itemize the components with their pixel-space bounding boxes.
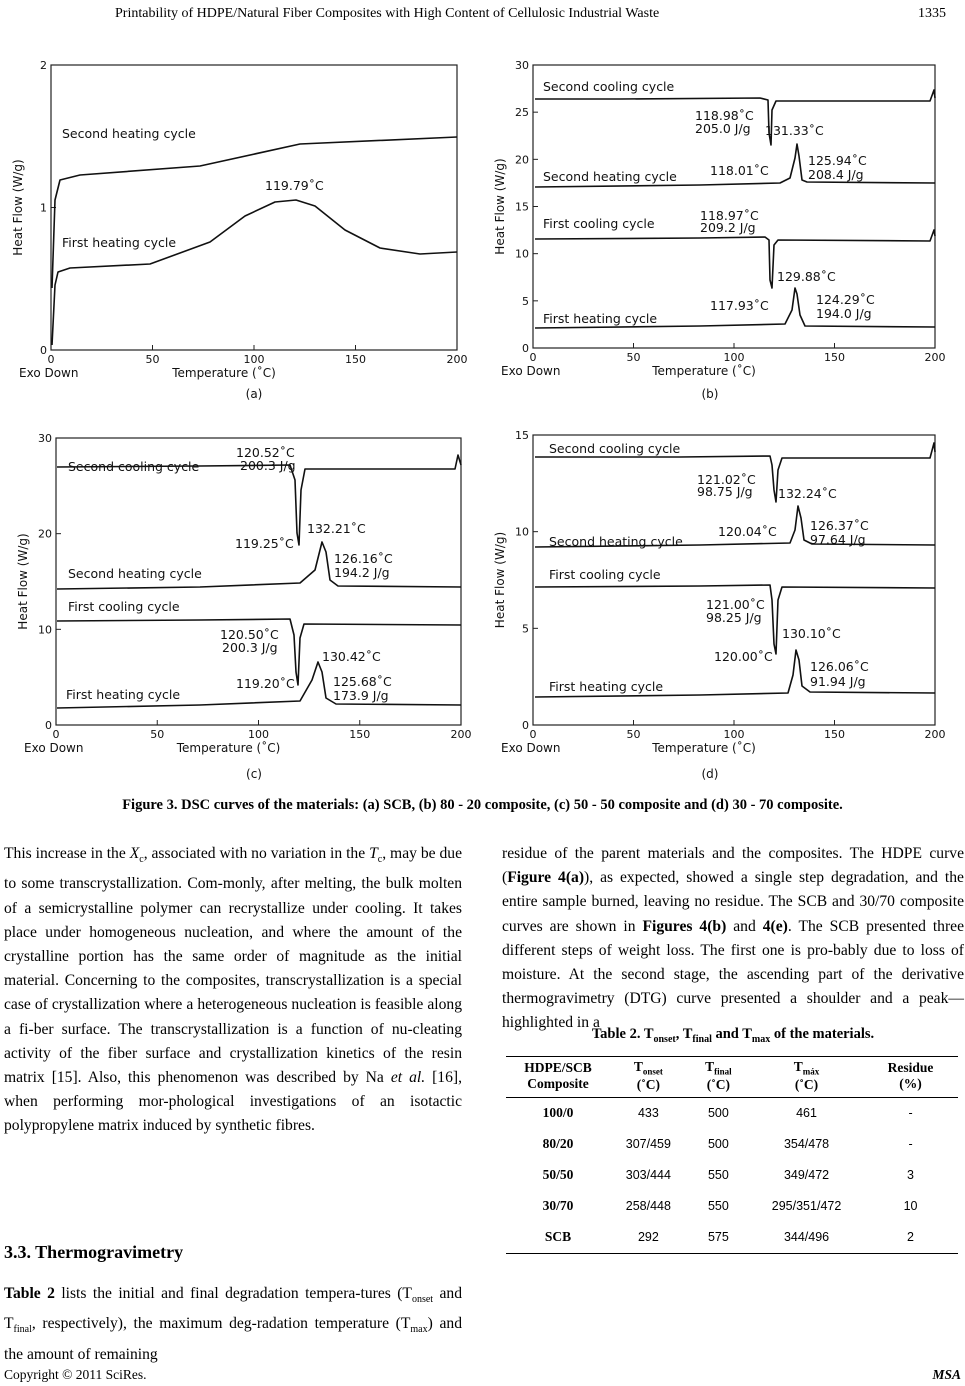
y-tick-label: 30 <box>515 59 529 72</box>
table-row <box>506 1222 958 1254</box>
table-cell: - <box>908 1137 913 1152</box>
peak-annotation: 124.29˚C <box>816 292 875 307</box>
y-tick-label: 30 <box>38 432 52 445</box>
x-tick-label: 100 <box>243 353 265 366</box>
table-cell: 354/478 <box>783 1137 830 1152</box>
series-label: First heating cycle <box>62 235 177 250</box>
table-cell: 500 <box>707 1137 729 1152</box>
exo-down-label: Exo Down <box>501 364 561 378</box>
panel-label: (c) <box>246 767 262 781</box>
paragraph: This increase in the $X_c$, associated with no variation in the $T_c$, may be due to some transcrystallization. Com-monly, after melting, the bulk molten of a semicrystalline polymer can recrystallize under cooling. It takes place under homogeneous nucleation, and where the amount of the crystalline portion has the same order of magnitude as the initial material. Concerning to the composites, transcrystallization is a special case of crystallization where a heterogeneous nucleation is feasible along a fi-ber surface. The transcrystallization is a function of nu-cleating activity of the fiber surface and crystallization kinetics of the resin matrix [15]. Also, this phenomenon was described by Na et al. [16], when performing mor-phological investigations of an isotactic polypropylene matrix induced by synthetic fibres. <box>4 845 462 1135</box>
table-cell: 344/496 <box>750 1222 863 1254</box>
series-label: Second cooling cycle <box>68 459 200 474</box>
x-tick-label: 200 <box>924 351 946 364</box>
figure-caption: Figure 3. DSC curves of the materials: (a) SCB, (b) 80 - 20 composite, (c) 50 - 50 composite and (d) 30 - 70 composite. <box>122 797 843 813</box>
peak-annotation: 118.98˚C <box>695 108 754 123</box>
y-tick-label: 20 <box>515 153 529 167</box>
peak-annotation: 208.4 J/g <box>808 167 864 182</box>
exo-down-label: Exo Down <box>501 741 561 755</box>
peak-annotation: 119.20˚C <box>236 676 295 691</box>
peak-annotation: 98.75 J/g <box>697 484 753 499</box>
col-header: $T_{onset}$ (˚C) <box>610 1057 687 1098</box>
peak-annotation: 126.37˚C <box>810 518 869 533</box>
peak-annotation: 129.88˚C <box>777 269 836 284</box>
running-title: Printability of HDPE/Natural Fiber Composites with High Content of Cellulosic Industrial Waste <box>115 6 660 21</box>
table-cell: 307/459 <box>625 1137 671 1152</box>
peak-annotation: 131.33˚C <box>765 123 824 138</box>
peak-annotation: 200.3 J/g <box>222 640 278 655</box>
series-label: First heating cycle <box>549 679 664 694</box>
peak-annotation: 91.94 J/g <box>810 674 866 689</box>
peak-annotation: 200.3 J/g <box>240 458 296 473</box>
x-tick-label: 0 <box>47 353 55 366</box>
series-label: First cooling cycle <box>543 216 655 231</box>
table-cell: 550 <box>707 1168 729 1183</box>
table-cell: 292 <box>610 1222 687 1254</box>
exo-down-label: Exo Down <box>19 366 79 380</box>
y-tick-label: 0 <box>40 344 47 357</box>
x-axis-label: Temperature (˚C) <box>652 364 756 378</box>
dsc-curve <box>535 230 935 288</box>
x-tick-label: 150 <box>349 728 371 741</box>
y-tick-label: 10 <box>38 623 52 637</box>
dsc-panel <box>51 65 457 350</box>
table-cell: 500 <box>707 1106 729 1121</box>
peak-annotation: 98.25 J/g <box>706 610 762 625</box>
peak-annotation: 125.68˚C <box>333 674 392 689</box>
table-row <box>506 1097 958 1129</box>
table-cell: 258/448 <box>625 1199 671 1214</box>
y-tick-label: 5 <box>522 622 529 636</box>
copyright: Copyright © 2011 SciRes. <box>4 1367 147 1382</box>
exo-down-label: Exo Down <box>24 741 84 755</box>
table-cell: 3 <box>907 1168 914 1183</box>
x-tick-label: 0 <box>529 351 537 364</box>
panel-label: (a) <box>245 387 263 401</box>
table-cell: 550 <box>707 1199 729 1214</box>
panel-label: (d) <box>701 767 719 781</box>
table-cell: 2 <box>863 1222 958 1254</box>
y-tick-label: 15 <box>515 429 529 442</box>
peak-annotation: 130.10˚C <box>782 626 841 641</box>
series-label: Second cooling cycle <box>549 441 681 456</box>
table-caption: Table 2. $T_{onset}$, $T_{final}$ and $T_{max}$ of the materials. <box>591 1026 875 1045</box>
x-tick-label: 50 <box>626 728 641 741</box>
x-axis-label: Temperature (˚C) <box>176 741 281 755</box>
peak-annotation: 209.2 J/g <box>700 220 756 235</box>
x-tick-label: 100 <box>248 728 269 741</box>
series-label: Second cooling cycle <box>543 79 675 94</box>
table-cell: 30/70 <box>542 1198 574 1214</box>
x-tick-label: 150 <box>824 351 845 364</box>
peak-annotation: 121.02˚C <box>697 472 756 487</box>
y-tick-label: 0 <box>45 719 52 732</box>
table-cell: 50/50 <box>542 1167 574 1183</box>
paragraph: Table 2 lists the initial and final degradation tempera-tures ($T_{onset}$ and $T_{final}$, respectively), the maximum deg-radation temperature $(T_{max})$ and the amount of remaining <box>4 1285 462 1363</box>
peak-annotation: 132.21˚C <box>307 521 366 536</box>
peak-annotation: 194.0 J/g <box>816 306 872 321</box>
dsc-figure <box>0 40 965 790</box>
x-tick-label: 200 <box>446 353 468 366</box>
table-cell: SCB <box>506 1222 610 1254</box>
peak-annotation: 120.52˚C <box>236 445 295 460</box>
x-tick-label: 0 <box>529 728 537 741</box>
table-row <box>506 1160 958 1191</box>
series-label: First heating cycle <box>543 311 658 326</box>
y-tick-label: 10 <box>515 247 529 261</box>
peak-annotation: 117.93˚C <box>710 298 769 313</box>
series-label: Second heating cycle <box>68 566 202 581</box>
page-number: 1335 <box>918 6 946 21</box>
peak-annotation: 126.06˚C <box>810 659 869 674</box>
peak-annotation: 121.00˚C <box>706 597 765 612</box>
col-header: HDPE/SCB Composite <box>506 1057 610 1098</box>
y-tick-label: 0 <box>522 342 529 355</box>
peak-annotation: 205.0 J/g <box>695 121 751 136</box>
y-tick-label: 2 <box>40 59 47 72</box>
y-tick-label: 10 <box>515 525 529 539</box>
peak-annotation: 173.9 J/g <box>333 688 389 703</box>
x-tick-label: 100 <box>723 351 745 364</box>
degradation-table <box>506 1056 958 1254</box>
peak-annotation: 120.00˚C <box>714 649 773 664</box>
peak-annotation: 194.2 J/g <box>334 565 390 580</box>
peak-annotation: 126.16˚C <box>334 551 393 566</box>
table-cell: 303/444 <box>625 1168 671 1183</box>
table-row <box>506 1129 958 1160</box>
table-cell: 10 <box>903 1199 918 1214</box>
series-label: First cooling cycle <box>549 567 661 582</box>
y-tick-label: 20 <box>38 527 52 541</box>
journal-name: MSA <box>932 1367 961 1382</box>
peak-annotation: 119.25˚C <box>235 536 294 551</box>
peak-annotation: 118.01˚C <box>710 163 769 178</box>
table-row <box>506 1191 958 1222</box>
y-tick-label: 1 <box>40 201 47 215</box>
x-tick-label: 50 <box>626 351 641 364</box>
peak-annotation: 120.50˚C <box>220 627 279 642</box>
panel-label: (b) <box>701 387 719 401</box>
series-label: First heating cycle <box>66 687 181 702</box>
peak-annotation: 125.94˚C <box>808 153 867 168</box>
y-axis-label: Heat Flow (W/g) <box>493 158 507 255</box>
left-column-continued <box>4 1282 462 1367</box>
col-header: $T_{final}$ (˚C) <box>687 1057 750 1098</box>
table-cell: 349/472 <box>783 1168 830 1183</box>
table-cell: 80/20 <box>542 1136 574 1152</box>
x-tick-label: 100 <box>723 728 745 741</box>
x-tick-label: 50 <box>150 728 165 741</box>
y-tick-label: 0 <box>522 719 529 732</box>
table-cell: 100/0 <box>542 1105 574 1121</box>
series-label: Second heating cycle <box>549 534 683 549</box>
x-tick-label: 200 <box>450 728 472 741</box>
x-tick-label: 200 <box>924 728 946 741</box>
y-tick-label: 15 <box>515 200 529 214</box>
peak-annotation: 132.24˚C <box>778 486 837 501</box>
y-axis-label: Heat Flow (W/g) <box>493 531 507 629</box>
y-axis-label: Heat Flow (W/g) <box>16 533 30 630</box>
table-cell: 433 <box>637 1106 659 1121</box>
section-heading: 3.3. Thermogravimetry <box>4 1242 184 1262</box>
y-axis-label: Heat Flow (W/g) <box>11 159 25 256</box>
left-column <box>4 842 462 1139</box>
page-header <box>0 6 965 26</box>
peak-annotation: 130.42˚C <box>322 649 381 664</box>
col-header: Residue (%) <box>863 1057 958 1098</box>
table-header-row <box>506 1057 958 1098</box>
peak-annotation: 120.04˚C <box>718 524 777 539</box>
col-header: $T_{máx}$ (˚C) <box>750 1057 863 1098</box>
series-label: First cooling cycle <box>68 599 180 614</box>
table-cell: - <box>908 1106 913 1121</box>
table-cell: 575 <box>687 1222 750 1254</box>
series-label: Second heating cycle <box>62 126 196 141</box>
x-tick-label: 50 <box>145 353 160 366</box>
dsc-curve <box>52 200 457 345</box>
right-column <box>502 842 964 1036</box>
x-tick-label: 150 <box>345 353 366 366</box>
x-axis-label: Temperature (˚C) <box>172 366 276 380</box>
table-cell: 461 <box>796 1106 817 1121</box>
x-axis-label: Temperature (˚C) <box>652 741 756 755</box>
table-cell: 295/351/472 <box>771 1199 842 1214</box>
peak-annotation: 119.79˚C <box>265 178 324 193</box>
y-tick-label: 5 <box>522 294 529 308</box>
x-tick-label: 0 <box>52 728 60 741</box>
series-label: Second heating cycle <box>543 169 677 184</box>
y-tick-label: 25 <box>515 106 529 120</box>
x-tick-label: 150 <box>824 728 845 741</box>
paragraph: residue of the parent materials and the composites. The HDPE curve (Figure 4(a)), as expected, showed a single step degradation, and the entire sample burned, leaving no residue. The SCB and 30/70 composite curves are shown in Figures 4(b) and 4(e). The SCB presented three different steps of weight loss. The first one is pro-bably due to loss of moisture. At the second stage, the ascending part of the derivative thermogravimetry (DTG) curve presented a shoulder and a peak—highlighted in a <box>502 845 965 1032</box>
peak-annotation: 118.97˚C <box>700 208 759 223</box>
peak-annotation: 97.64 J/g <box>810 532 866 547</box>
plot-frame <box>51 65 457 350</box>
